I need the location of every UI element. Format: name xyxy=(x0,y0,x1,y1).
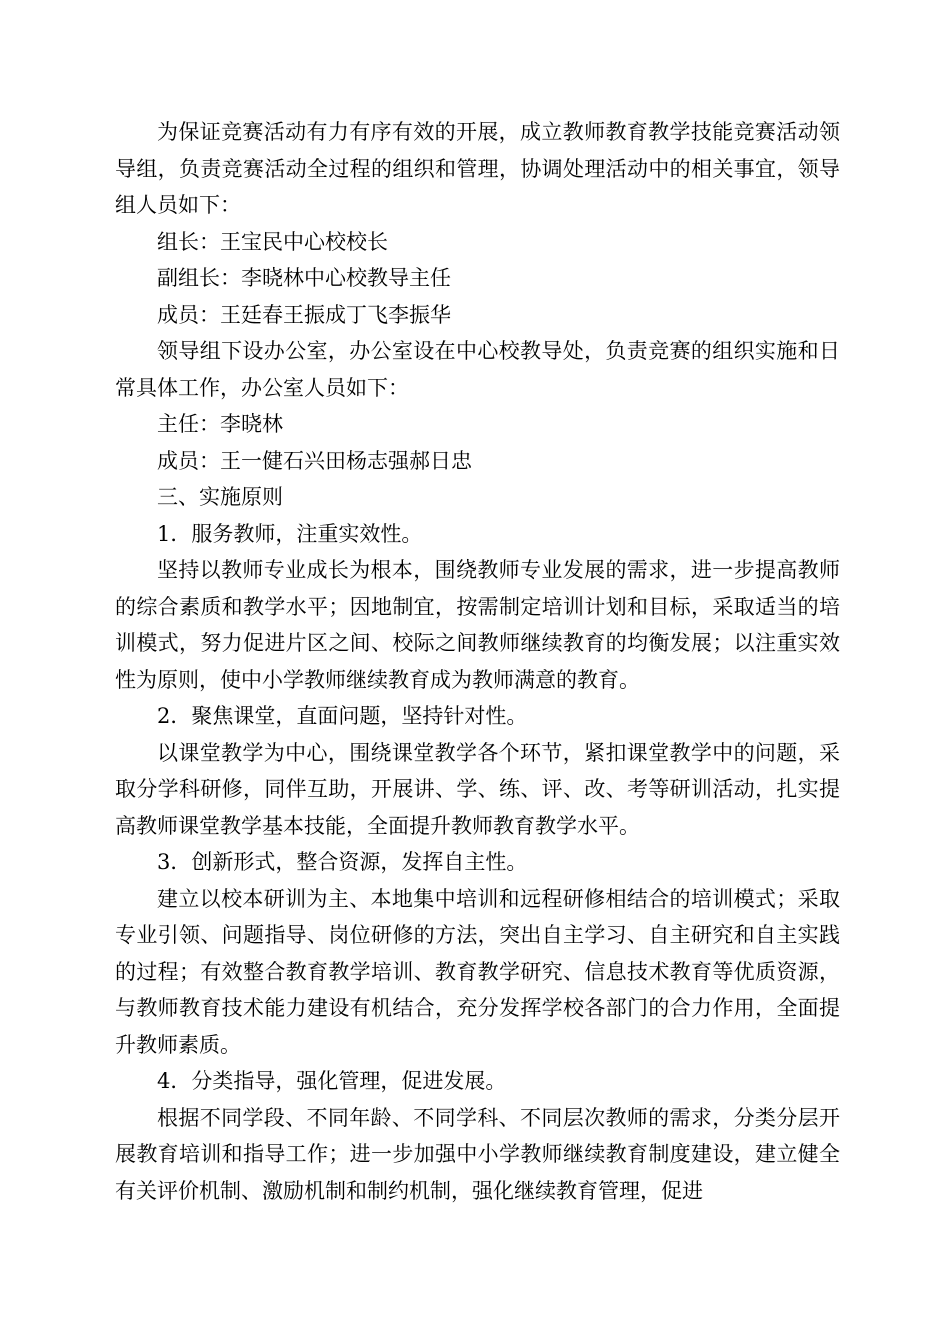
section-heading-principles: 三、实施原则 xyxy=(157,485,283,509)
principle-3-body: 建立以校本研训为主、本地集中培训和远程研修相结合的培训模式；采取专业引领、问题指导、岗位研修的方法，突出自主学习、自主研究和自主实践的过程；有效整合教育教学培训、教育教学研究、信息技术教育等优质资源，与教师教育技术能力建设有机结合，充分发挥学校各部门的合力作用，全面提升教师素质。 xyxy=(115,886,840,1057)
principle-4-heading: 4．分类指导，强化管理，促进发展。 xyxy=(157,1069,507,1093)
principle-3-heading: 3．创新形式，整合资源，发挥自主性。 xyxy=(157,850,528,874)
paragraph-office-members: 成员：王一健石兴田杨志强郝日忠 xyxy=(157,448,472,473)
principle-2-heading: 2．聚焦课堂，直面问题，坚持针对性。 xyxy=(157,704,528,728)
principle-2-body: 以课堂教学为中心，围绕课堂教学各个环节，紧扣课堂教学中的问题，采取分学科研修，同伴互助，开展讲、学、练、评、改、考等研训活动，扎实提高教师课堂教学基本技能，全面提升教师教育教学水平。 xyxy=(115,740,840,838)
paragraph-intro: 为保证竞赛活动有力有序有效的开展，成立教师教育教学技能竞赛活动领导组，负责竞赛活动全过程的组织和管理，协调处理活动中的相关事宜，领导组人员如下： xyxy=(115,120,840,217)
paragraph-office-director: 主任：李晓林 xyxy=(157,412,283,436)
paragraph-office: 领导组下设办公室，办公室设在中心校教导处，负责竞赛的组织实施和日常具体工作，办公室人员如下： xyxy=(115,339,840,400)
paragraph-leader: 组长：王宝民中心校校长 xyxy=(157,229,388,254)
principle-1-body: 坚持以教师专业成长为根本，围绕教师专业发展的需求，进一步提高教师的综合素质和教学水平；因地制宜，按需制定培训计划和目标，采取适当的培训模式，努力促进片区之间、校际之间教师继续教育的均衡发展；以注重实效性为原则，使中小学教师继续教育成为教师满意的教育。 xyxy=(115,558,840,692)
paragraph-deputy-leader: 副组长：李晓林中心校教导主任 xyxy=(157,266,451,290)
principle-1-heading: 1．服务教师，注重实效性。 xyxy=(157,521,423,546)
document-page xyxy=(115,114,840,1209)
principle-4-body: 根据不同学段、不同年龄、不同学科、不同层次教师的需求，分类分层开展教育培训和指导工作；进一步加强中小学教师继续教育制度建设，建立健全有关评价机制、激励机制和制约机制，强化继续教育管理，促进 xyxy=(115,1105,840,1203)
paragraph-members: 成员：王廷春王振成丁飞李振华 xyxy=(157,302,451,327)
